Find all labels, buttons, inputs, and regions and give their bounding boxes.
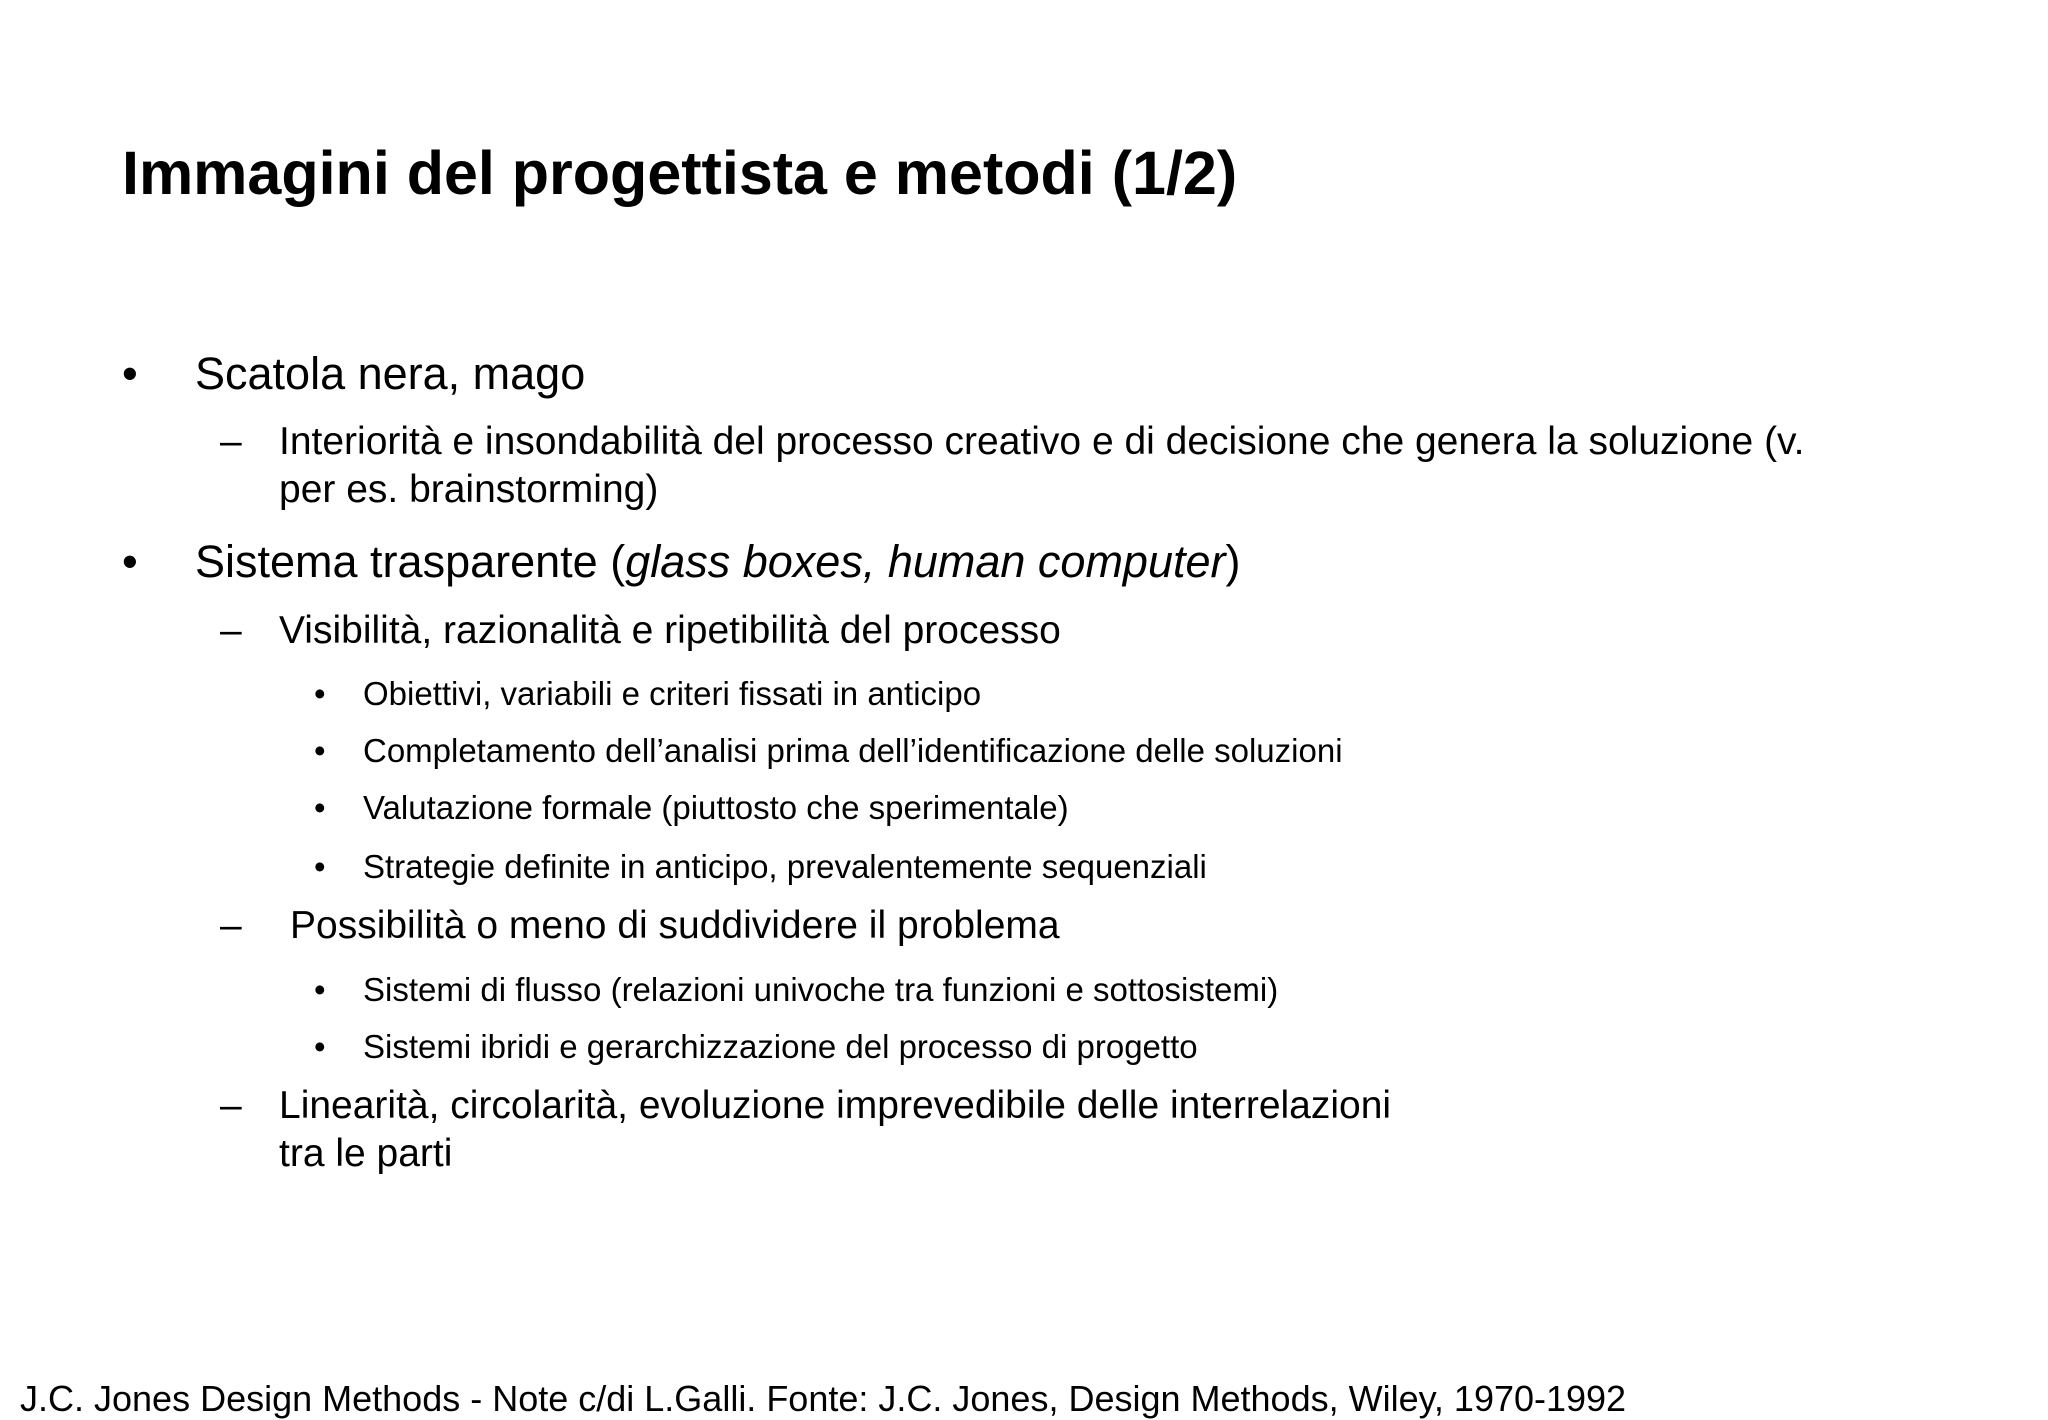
bullet-marker: • <box>314 789 326 826</box>
bullet-marker: • <box>314 971 326 1008</box>
sub-bullet-text: Possibilità o meno di suddividere il problema <box>290 904 1060 947</box>
sub-bullet-text-line2: per es. brainstorming) <box>279 468 659 511</box>
item-text: Obiettivi, variabili e criteri fissati in anticipo <box>363 675 982 712</box>
sub-bullet-text-line2: tra le parti <box>279 1132 453 1175</box>
dash-marker: – <box>220 609 242 652</box>
sub-bullet-text: Visibilità, razionalità e ripetibilità del processo <box>279 609 1061 652</box>
dash-marker: – <box>220 420 242 463</box>
bullet-marker: • <box>314 732 326 769</box>
bullet-marker: • <box>122 348 138 399</box>
bullet-marker: • <box>314 848 326 885</box>
bullet-text: Scatola nera, mago <box>195 348 586 399</box>
item-text: Strategie definite in anticipo, prevalentemente sequenziali <box>363 848 1207 885</box>
item-text: Valutazione formale (piuttosto che sperimentale) <box>363 789 1069 826</box>
slide-title: Immagini del progettista e metodi (1/2) <box>122 139 1238 207</box>
sub-bullet-text-line1: Interiorità e insondabilità del processo creativo e di decisione che genera la soluzione (v. <box>279 420 1805 463</box>
dash-marker: – <box>220 1084 242 1127</box>
item-text: Sistemi di flusso (relazioni univoche tra funzioni e sottosistemi) <box>363 971 1279 1008</box>
bullet-text-after: ) <box>1225 536 1241 587</box>
bullet-marker: • <box>314 675 326 712</box>
item-text: Completamento dell’analisi prima dell’identificazione delle soluzioni <box>363 732 1343 769</box>
dash-marker: – <box>220 904 242 947</box>
footer-source: J.C. Jones Design Methods - Note c/di L.Galli. Fonte: J.C. Jones, Design Methods, Wiley, 1970-1992 <box>20 1378 1627 1419</box>
bullet-text-italic: glass boxes, human computer <box>625 536 1226 587</box>
bullet-marker: • <box>314 1028 326 1065</box>
bullet-text-before: Sistema trasparente ( <box>195 536 626 587</box>
item-text: Sistemi ibridi e gerarchizzazione del processo di progetto <box>363 1028 1198 1065</box>
bullet-marker: • <box>122 536 138 587</box>
bullet-text <box>195 538 1241 586</box>
sub-bullet-text-line1: Linearità, circolarità, evoluzione imprevedibile delle interrelazioni <box>279 1084 1392 1127</box>
